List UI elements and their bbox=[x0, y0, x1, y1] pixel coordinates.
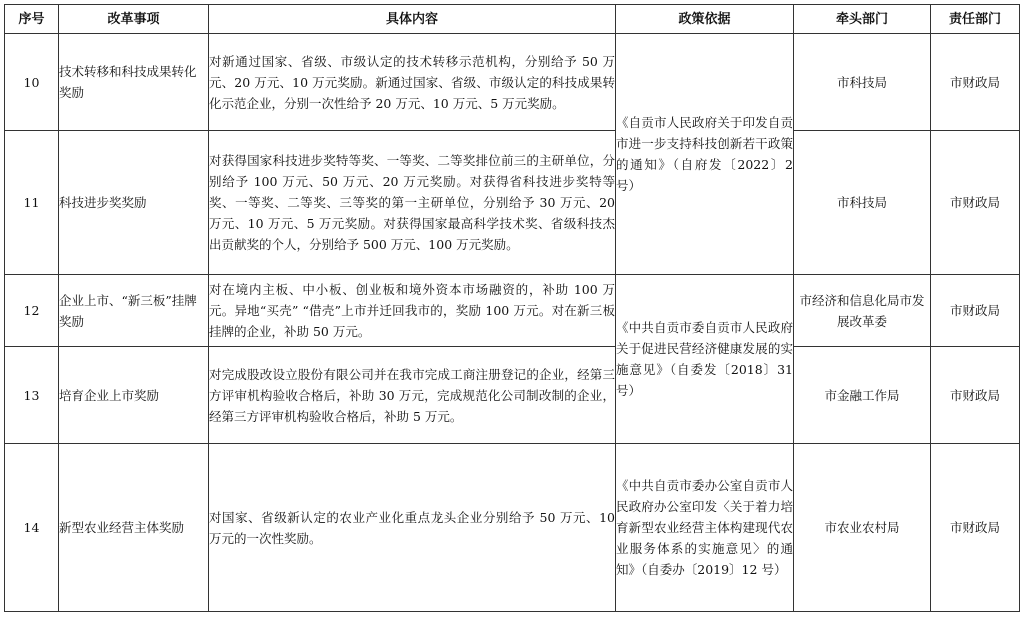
reform-item: 企业上市、“新三板”挂牌奖励 bbox=[59, 275, 209, 347]
table-row bbox=[5, 34, 1020, 131]
responsible-department: 市财政局 bbox=[931, 34, 1020, 131]
responsible-department: 市财政局 bbox=[931, 275, 1020, 347]
content-text: 对国家、省级新认定的农业产业化重点龙头企业分别给予 50 万元、10 万元的一次性奖励。 bbox=[209, 444, 616, 612]
header-basis: 政策依据 bbox=[616, 5, 794, 34]
lead-department: 市农业农村局 bbox=[794, 444, 931, 612]
policy-basis: 《中共自贡市委办公室自贡市人民政府办公室印发〈关于着力培育新型农业经营主体构建现代农业服务体系的实施意见〉的通知》（自委办〔2019〕12 号） bbox=[616, 444, 794, 612]
table-row bbox=[5, 444, 1020, 612]
table-row bbox=[5, 275, 1020, 347]
header-content: 具体内容 bbox=[209, 5, 616, 34]
row-number: 13 bbox=[5, 347, 59, 444]
lead-department: 市科技局 bbox=[794, 34, 931, 131]
content-text: 对新通过国家、省级、市级认定的技术转移示范机构，分别给予 50 万元、20 万元、10 万元奖励。新通过国家、省级、市级认定的科技成果转化示范企业，分别一次性给予 20 万元、10 万元、5 万元奖励。 bbox=[209, 34, 616, 131]
lead-department: 市经济和信息化局市发展改革委 bbox=[794, 275, 931, 347]
table-row bbox=[5, 347, 1020, 444]
responsible-department: 市财政局 bbox=[931, 444, 1020, 612]
reform-item: 培育企业上市奖励 bbox=[59, 347, 209, 444]
table-header-row bbox=[5, 5, 1020, 34]
row-number: 10 bbox=[5, 34, 59, 131]
responsible-department: 市财政局 bbox=[931, 347, 1020, 444]
header-lead-dept: 牵头部门 bbox=[794, 5, 931, 34]
policy-basis: 《中共自贡市委自贡市人民政府关于促进民营经济健康发展的实施意见》（自委发〔2018〕31 号） bbox=[616, 275, 794, 444]
responsible-department: 市财政局 bbox=[931, 131, 1020, 275]
policy-basis: 《自贡市人民政府关于印发自贡市进一步支持科技创新若干政策的通知》（自府发〔2022〕2 号） bbox=[616, 34, 794, 275]
content-text: 对在境内主板、中小板、创业板和境外资本市场融资的，补助 100 万元。异地“买壳” “借壳”上市并迁回我市的，奖励 100 万元。对在新三板挂牌的企业，补助 50 万元。 bbox=[209, 275, 616, 347]
row-number: 14 bbox=[5, 444, 59, 612]
reform-item: 科技进步奖奖励 bbox=[59, 131, 209, 275]
content-text: 对完成股改设立股份有限公司并在我市完成工商注册登记的企业，经第三方评审机构验收合格后，补助 30 万元，完成规范化公司制改制的企业，经第三方评审机构验收合格后，补助 5 万元。 bbox=[209, 347, 616, 444]
row-number: 11 bbox=[5, 131, 59, 275]
header-resp-dept: 责任部门 bbox=[931, 5, 1020, 34]
header-no: 序号 bbox=[5, 5, 59, 34]
policy-table bbox=[4, 4, 1020, 612]
reform-item: 技术转移和科技成果转化奖励 bbox=[59, 34, 209, 131]
lead-department: 市金融工作局 bbox=[794, 347, 931, 444]
table-row bbox=[5, 131, 1020, 275]
lead-department: 市科技局 bbox=[794, 131, 931, 275]
header-item: 改革事项 bbox=[59, 5, 209, 34]
reform-item: 新型农业经营主体奖励 bbox=[59, 444, 209, 612]
content-text: 对获得国家科技进步奖特等奖、一等奖、二等奖排位前三的主研单位，分别给予 100 万元、50 万元、20 万元奖励。对获得省科技进步奖特等奖、一等奖、二等奖、三等奖的第一主研单位，分别给予 30 万元、20 万元、10 万元、5 万元奖励。对获得国家最高科学技术奖、省级科技杰出贡献奖的个人，分别给予 500 万元、100 万元奖励。 bbox=[209, 131, 616, 275]
row-number: 12 bbox=[5, 275, 59, 347]
